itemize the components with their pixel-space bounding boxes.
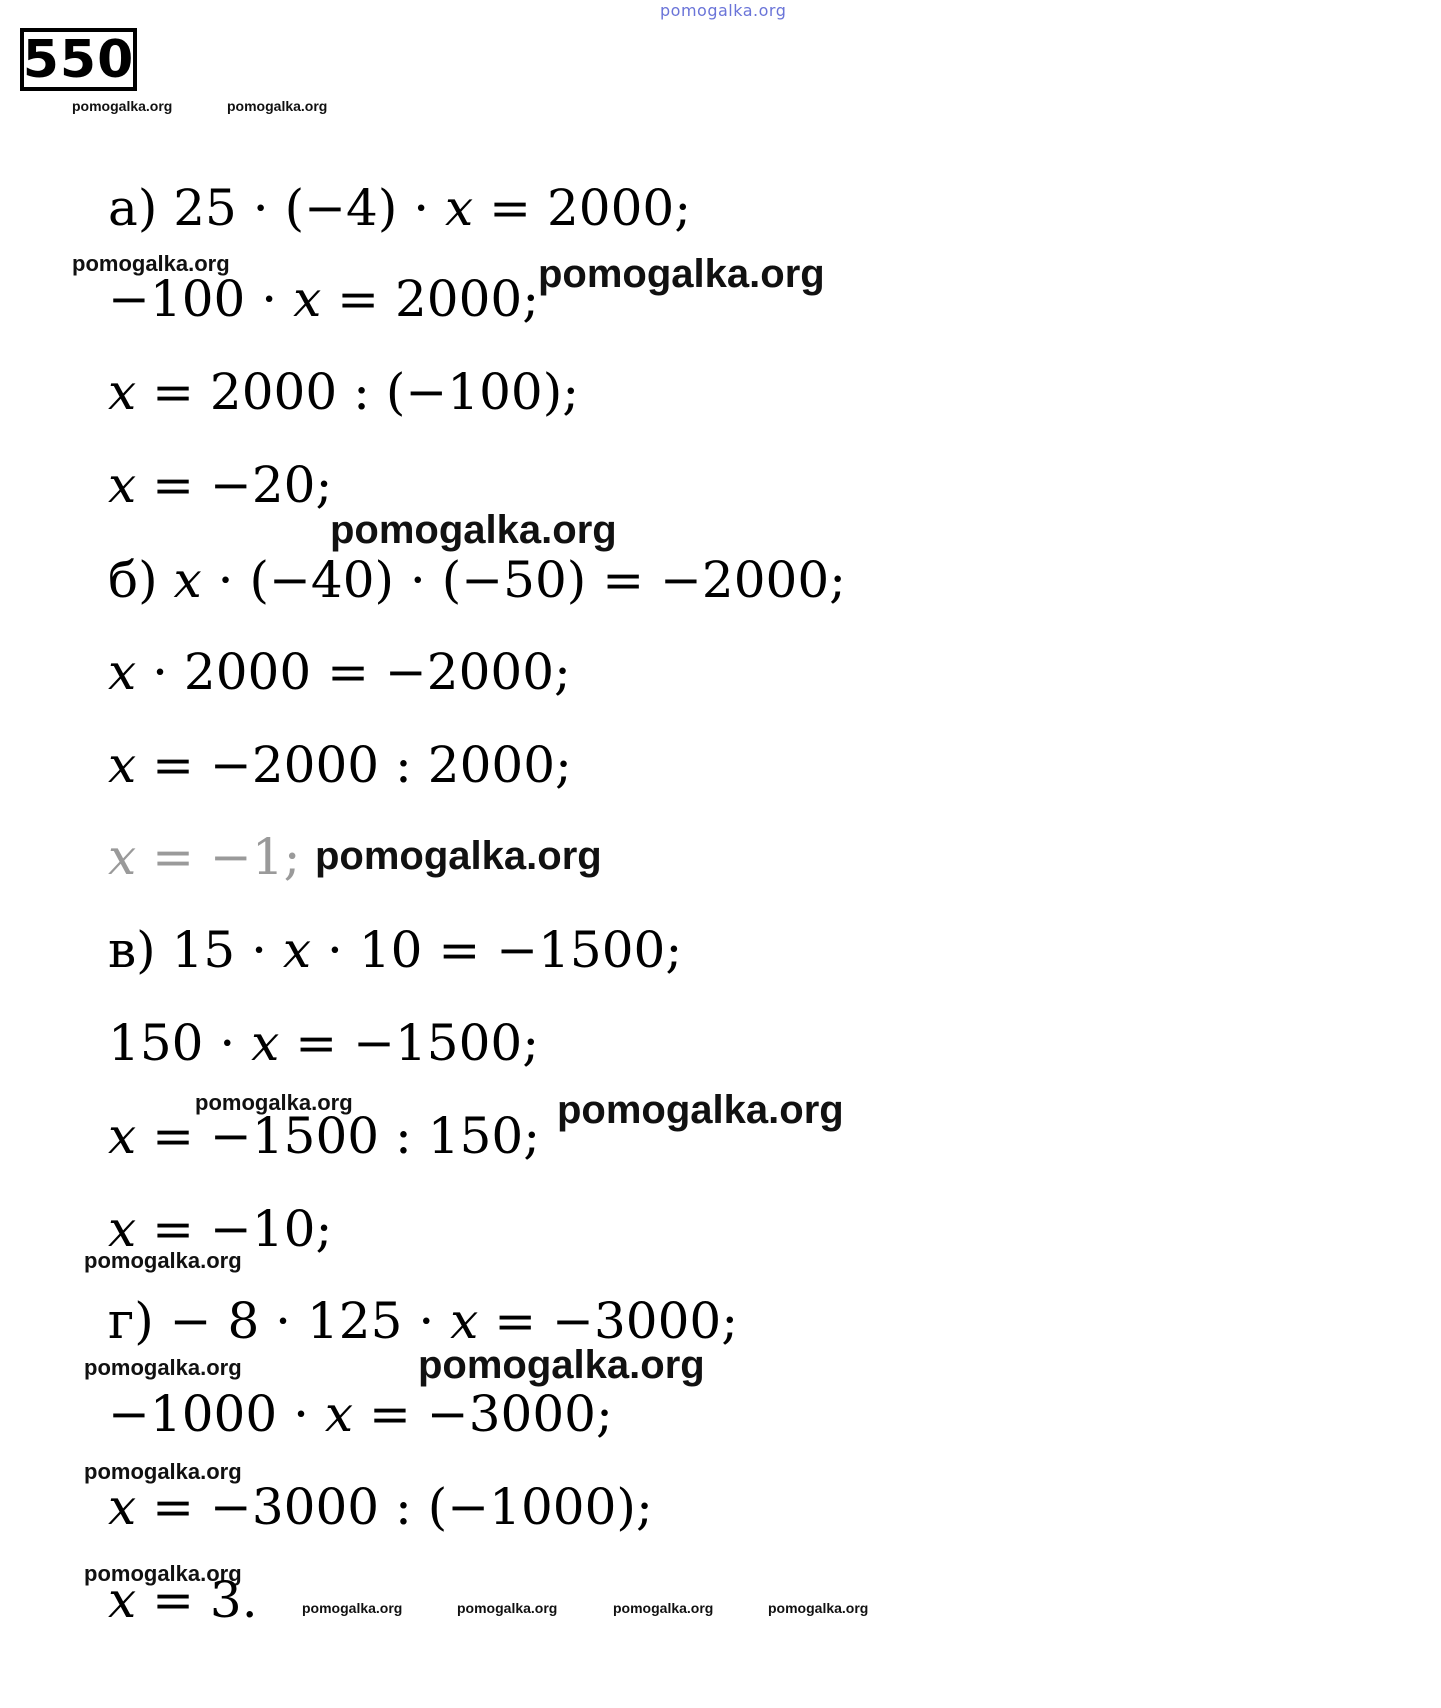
- watermark: pomogalka.org: [557, 1088, 844, 1132]
- watermark: pomogalka.org: [418, 1343, 705, 1387]
- watermark: pomogalka.org: [330, 508, 617, 552]
- variable-x: x: [108, 736, 137, 794]
- variable-x: x: [108, 828, 137, 886]
- variable-x: x: [251, 1014, 280, 1072]
- watermark: pomogalka.org: [195, 1090, 353, 1115]
- problem-number: 550: [20, 28, 137, 91]
- watermark: pomogalka.org: [84, 1355, 242, 1380]
- variable-x: x: [108, 1200, 137, 1258]
- variable-x: x: [450, 1292, 479, 1350]
- equation-line: а) 25 · (−4) · x = 2000;: [108, 179, 692, 237]
- watermark: pomogalka.org: [613, 1600, 714, 1616]
- watermark: pomogalka.org: [72, 98, 173, 114]
- equation-line: x = −20;: [108, 456, 333, 514]
- variable-x: x: [108, 1107, 137, 1165]
- equation-line: x = −10;: [108, 1200, 333, 1258]
- variable-x: x: [445, 179, 474, 237]
- watermark-top: pomogalka.org: [660, 1, 787, 20]
- watermark: pomogalka.org: [315, 834, 602, 878]
- equation-line: x · 2000 = −2000;: [108, 643, 571, 701]
- variable-x: x: [324, 1385, 354, 1443]
- variable-x: x: [108, 456, 137, 514]
- watermark: pomogalka.org: [72, 251, 230, 276]
- equation-line: x = −2000 : 2000;: [108, 736, 572, 794]
- variable-x: x: [108, 363, 137, 421]
- equation-line: x = −1500 : 150;: [108, 1107, 541, 1165]
- variable-x: x: [108, 643, 137, 701]
- equation-line: −1000 · x = −3000;: [108, 1385, 613, 1443]
- watermark: pomogalka.org: [84, 1459, 242, 1484]
- watermark: pomogalka.org: [227, 98, 328, 114]
- equation-line: б) x · (−40) · (−50) = −2000;: [108, 551, 847, 609]
- equation-line: x = −3000 : (−1000);: [108, 1478, 653, 1536]
- equation-line: 150 · x = −1500;: [108, 1014, 540, 1072]
- equation-line: x = 3.: [108, 1571, 258, 1629]
- variable-x: x: [108, 1478, 137, 1536]
- variable-x: x: [282, 921, 312, 979]
- equation-line: в) 15 · x · 10 = −1500;: [108, 921, 683, 979]
- watermark: pomogalka.org: [457, 1600, 558, 1616]
- watermark: pomogalka.org: [302, 1600, 403, 1616]
- variable-x: x: [108, 1571, 137, 1629]
- variable-x: x: [293, 270, 322, 328]
- equation-line: x = −1;: [108, 828, 301, 886]
- variable-x: x: [173, 551, 202, 609]
- watermark: pomogalka.org: [538, 252, 825, 296]
- watermark: pomogalka.org: [84, 1248, 242, 1273]
- equation-line: −100 · x = 2000;: [108, 270, 540, 328]
- watermark: pomogalka.org: [768, 1600, 869, 1616]
- equation-line: x = 2000 : (−100);: [108, 363, 580, 421]
- equation-line: г) − 8 · 125 · x = −3000;: [108, 1292, 739, 1350]
- watermark: pomogalka.org: [84, 1561, 242, 1586]
